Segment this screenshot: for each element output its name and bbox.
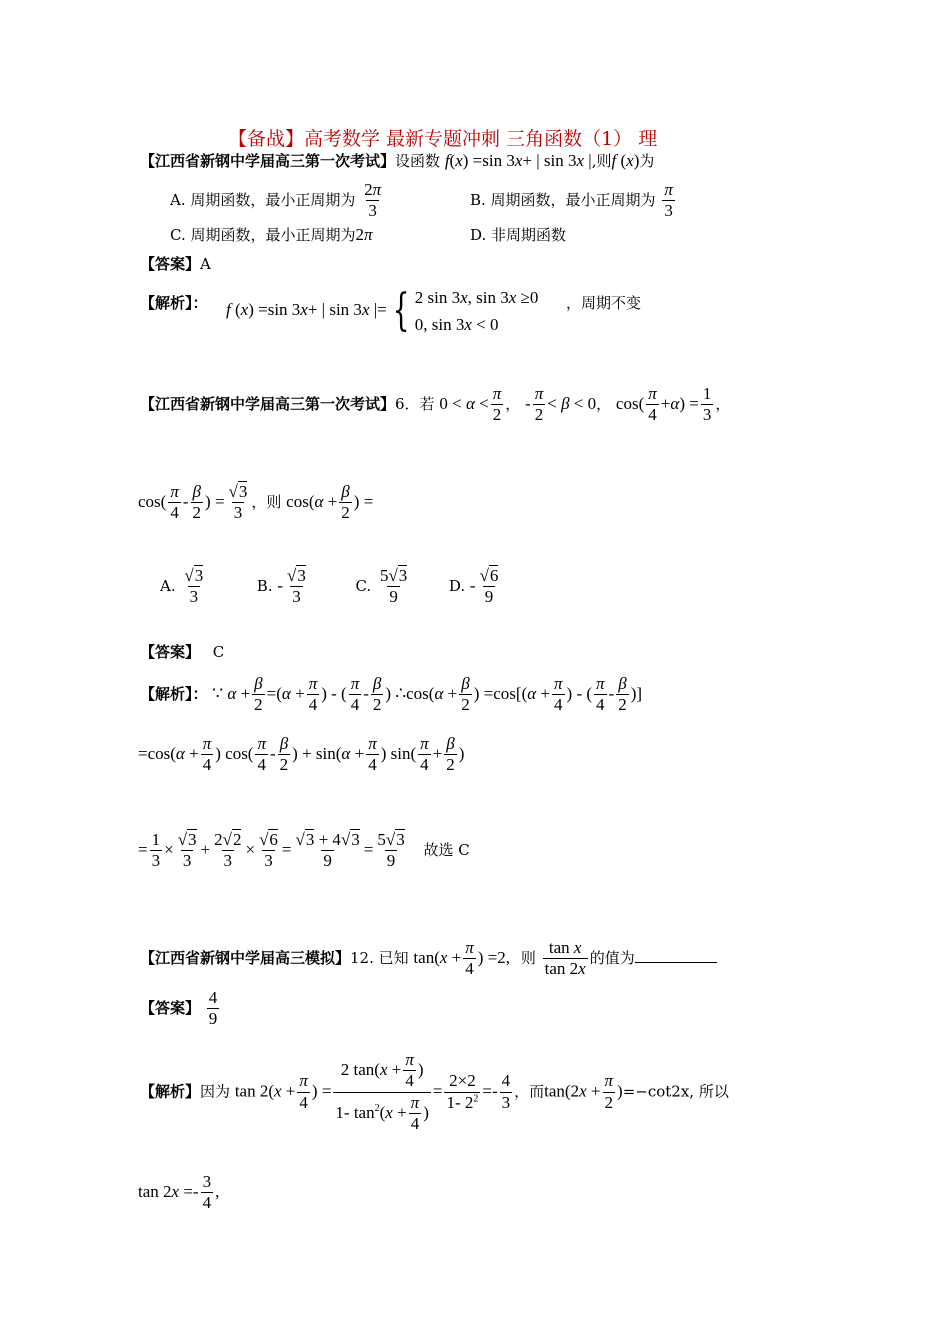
- q3-answer-blank: [635, 948, 717, 963]
- q1-option-b: B. 周期函数，最小正周期为 $\frac{\pi}{3}$: [470, 180, 673, 221]
- q3-answer: 【答案】 $\frac{4}{9}$: [140, 988, 218, 1029]
- q1-option-a: A. 周期函数，最小正周期为 $\frac{2\pi}{3}$: [170, 180, 382, 221]
- q3-analysis-result: tan 2x =- $\frac{3}{4}$ ,: [138, 1172, 220, 1213]
- q1-analysis-formula: f (x) =sin 3x+ | sin 3x |= { 2 sin 3x, sin 3x ≥0 0, sin 3x < 0: [226, 285, 539, 337]
- q3-analysis-label: 【解析】: [140, 1082, 201, 1101]
- q1-analysis-label: 【解析】：: [140, 294, 208, 312]
- q1-source: 【江西省新钢中学届高三第一次考试】: [140, 152, 396, 170]
- q3-source: 【江西省新钢中学届高三模拟】: [140, 948, 351, 967]
- q2-option-a: A.: [160, 576, 176, 595]
- q1-option-c: C. 周期函数，最小正周期为2π: [170, 225, 373, 244]
- q2-analysis-label: 【解析】：: [140, 684, 208, 703]
- q3-stem: 【江西省新钢中学届高三模拟】12. 已知 tan(x + $\frac{\pi}{4}$ ) =2, 则 $\frac{\text{tan x}}{\tan 2x}$ 的值为: [140, 938, 717, 980]
- q1-option-d: D. 非周期函数: [470, 226, 567, 244]
- q2-analysis-line2: =cos(α + $\frac{\pi}{4}$ ) cos( $\frac{\pi}{4}$ - $\frac{\beta}{2}$ ) + sin(α + $\frac{\pi}{4}$ ) sin( $\frac{\pi}{4}$ + $\frac{\beta}{2}$ ): [138, 734, 465, 775]
- q2-option-d: D.: [448, 576, 466, 595]
- q2-stem-2: cos( $\frac{\pi}{4}$ - $\frac{\beta}{2}$ ) = $\frac{√3}{3}$ ，则 cos(α + $\frac{\beta}{2}$ ) =: [138, 482, 374, 523]
- q2-answer-value: C: [212, 643, 225, 661]
- q2-option-c: C.: [355, 576, 372, 595]
- q2-analysis-line3: = $\frac{1}{3}$ × $\frac{√3}{3}$ + $\frac{2√2}{3}$ × $\frac{√6}{3}$ = $\frac{√3 + 4√3}{9}$ = $\frac{5√3}{9}$ 故选 C: [138, 830, 470, 871]
- page-title: 【备战】高考数学 最新专题冲刺 三角函数（1） 理: [228, 128, 658, 150]
- q1-tail2: 为: [639, 152, 655, 170]
- q2-stem: 【江西省新钢中学届高三第一次考试】6．若 0 < α < $\frac{\pi}{2}$ ， - $\frac{\pi}{2}$ < β < 0， cos( $\frac{\pi}{4}$ +α) = $\frac{1}{3}$ ，: [140, 384, 731, 425]
- q2-conclusion: 故选 C: [423, 840, 470, 859]
- q1-answer: 【答案】A: [140, 255, 211, 273]
- q2-answer: 【答案】 C: [140, 643, 225, 661]
- q2-options: A. $\frac{√3}{3}$ B. - $\frac{√3}{3}$ C. $\frac{5√3}{9}$ D. - $\frac{√6}{9}$: [160, 566, 499, 607]
- q2-option-b: B.: [256, 576, 273, 595]
- q1-answer-value: A: [200, 255, 211, 273]
- q2-analysis-line1: 【解析】： ∵ α + $\frac{\beta}{2}$ =(α + $\frac{\pi}{4}$ ) - ( $\frac{\pi}{4}$ - $\frac{\beta}{2}$ ) ∴cos(α + $\frac{\beta}{2}$ ) =cos[(α + $\frac{\pi}{4}$ ) - ( $\frac{\pi}{4}$ - $\frac{\beta}{2}$ )]: [140, 674, 643, 715]
- q1-tail: ,则: [591, 152, 612, 170]
- q1-stem: 【江西省新钢中学届高三第一次考试】设函数 f(x) =sin 3x+ | sin 3x |,则f (x)为: [140, 151, 655, 170]
- q3-analysis: 【解析】因为 tan 2(x + $\frac{\pi}{4}$ ) = 2 tan(x + $\frac{\pi}{4}$ ) 1- $\tan^2(x$ + $\frac{\pi}{4}$ ) = $\frac{2\times 2}{1- 2^2}$ =- $\frac{4}{3}$ ，而tan(2x + $\frac{\pi}{2}$ )=−cot2x, 所以: [140, 1050, 729, 1134]
- q1-analysis-tail: ，周期不变: [566, 294, 642, 312]
- q2-source: 【江西省新钢中学届高三第一次考试】: [140, 394, 396, 413]
- q1-lead: 设函数: [395, 152, 441, 170]
